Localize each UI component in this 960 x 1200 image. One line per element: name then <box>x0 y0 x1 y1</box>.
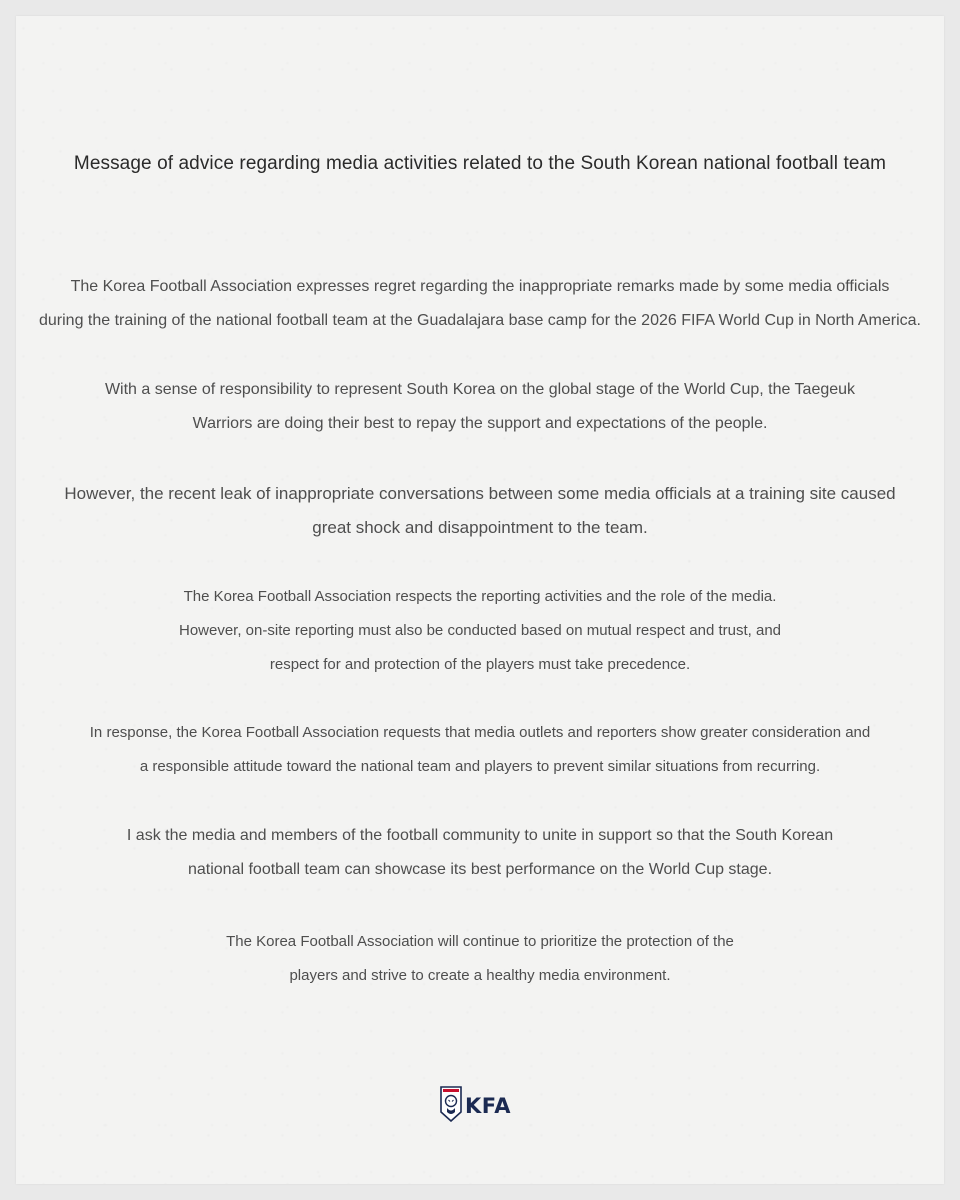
paragraph-line: However, on-site reporting must also be conducted based on mutual respect and trust, and <box>178 622 781 639</box>
paragraph-6 <box>0 819 960 887</box>
paragraph-5 <box>0 716 960 784</box>
paragraph-1 <box>0 270 960 338</box>
paragraph-line: during the training of the national football team at the Guadalajara base camp for the 2026 FIFA World Cup in North America. <box>39 312 921 329</box>
kfa-logo <box>440 1086 511 1126</box>
paragraph-3 <box>0 477 960 545</box>
paragraph-line: The Korea Football Association respects the reporting activities and the role of the media. <box>183 588 777 605</box>
paragraph-line: With a sense of responsibility to represent South Korea on the global stage of the World Cup, the Taegeuk <box>104 381 856 398</box>
page-title: Message of advice regarding media activities related to the South Korean national football team <box>73 153 887 174</box>
paragraph-line: players and strive to create a healthy media environment. <box>289 967 671 984</box>
paragraph-line: respect for and protection of the players must take precedence. <box>269 656 691 673</box>
paragraph-line: In response, the Korea Football Association requests that media outlets and reporters show greater consideration and <box>89 724 871 741</box>
paragraph-line: I ask the media and members of the football community to unite in support so that the South Korean <box>126 827 834 844</box>
kfa-emblem-icon <box>440 1086 462 1127</box>
paragraph-line: a responsible attitude toward the national team and players to prevent similar situations from recurring. <box>139 758 821 775</box>
paragraph-2 <box>0 373 960 441</box>
paragraph-line: Warriors are doing their best to repay the support and expectations of the people. <box>192 415 768 432</box>
kfa-logo-text: KFA <box>465 1094 511 1118</box>
paragraph-line: However, the recent leak of inappropriate conversations between some media officials at a training site caused <box>64 484 896 503</box>
paragraph-line: national football team can showcase its best performance on the World Cup stage. <box>187 861 773 878</box>
paragraph-line: The Korea Football Association expresses regret regarding the inappropriate remarks made by some media officials <box>70 278 890 295</box>
paragraph-line: The Korea Football Association will continue to prioritize the protection of the <box>226 933 734 950</box>
paragraph-7 <box>0 925 960 993</box>
paragraph-4 <box>0 580 960 682</box>
paragraph-line: great shock and disappointment to the team. <box>312 518 648 537</box>
